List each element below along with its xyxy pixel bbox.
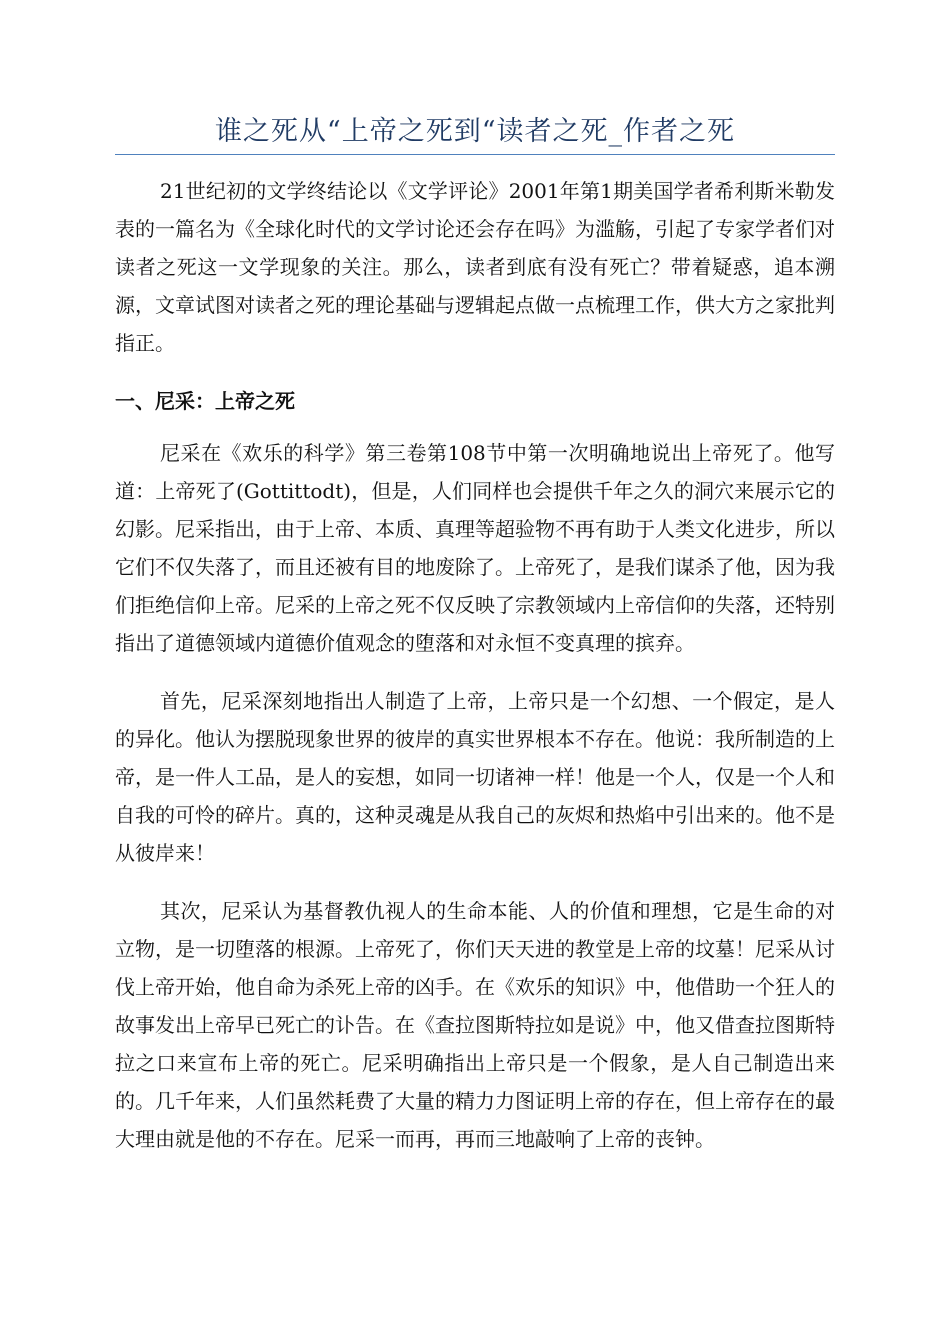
section-heading: 一、尼采：上帝之死 xyxy=(115,389,295,413)
document-body xyxy=(115,172,835,1178)
body-paragraph-2: 首先，尼采深刻地指出人制造了上帝，上帝只是一个幻想、一个假定，是人的异化。他认为摆脱现象世界的彼岸的真实世界根本不存在。他说：我所制造的上帝，是一件人工品，是人的妄想，如同一切诸神一样！他是一个人，仅是一个人和自我的可怜的碎片。真的，这种灵魂是从我自己的灰烬和热焰中引出来的。他不是从彼岸来！ xyxy=(115,689,835,865)
intro-paragraph: 21世纪初的文学终结论以《文学评论》2001年第1期美国学者希利斯米勒发表的一篇名为《全球化时代的文学讨论还会存在吗》为滥觞，引起了专家学者们对读者之死这一文学现象的关注。那么，读者到底有没有死亡？带着疑惑，追本溯源，文章试图对读者之死的理论基础与逻辑起点做一点梳理工作，供大方之家批判指正。 xyxy=(115,179,835,355)
body-paragraph-1: 尼采在《欢乐的科学》第三卷第108节中第一次明确地说出上帝死了。他写道：上帝死了(Gottittodt)，但是，人们同样也会提供千年之久的洞穴来展示它的幻影。尼采指出，由于上帝、本质、真理等超验物不再有助于人类文化进步，所以它们不仅失落了，而且还被有目的地废除了。上帝死了，是我们谋杀了他，因为我们拒绝信仰上帝。尼采的上帝之死不仅反映了宗教领域内上帝信仰的失落，还特别指出了道德领域内道德价值观念的堕落和对永恒不变真理的摈弃。 xyxy=(115,441,835,655)
title-underline xyxy=(115,154,835,155)
body-paragraph-3: 其次，尼采认为基督教仇视人的生命本能、人的价值和理想，它是生命的对立物，是一切堕落的根源。上帝死了，你们天天进的教堂是上帝的坟墓！尼采从讨伐上帝开始，他自命为杀死上帝的凶手。在《欢乐的知识》中，他借助一个狂人的故事发出上帝早已死亡的讣告。在《查拉图斯特拉如是说》中，他又借查拉图斯特拉之口来宣布上帝的死亡。尼采明确指出上帝只是一个假象，是人自己制造出来的。几千年来，人们虽然耗费了大量的精力力图证明上帝的存在，但上帝存在的最大理由就是他的不存在。尼采一而再，再而三地敲响了上帝的丧钟。 xyxy=(115,899,835,1151)
document-title: 谁之死从“上帝之死到“读者之死_作者之死 xyxy=(214,116,736,147)
